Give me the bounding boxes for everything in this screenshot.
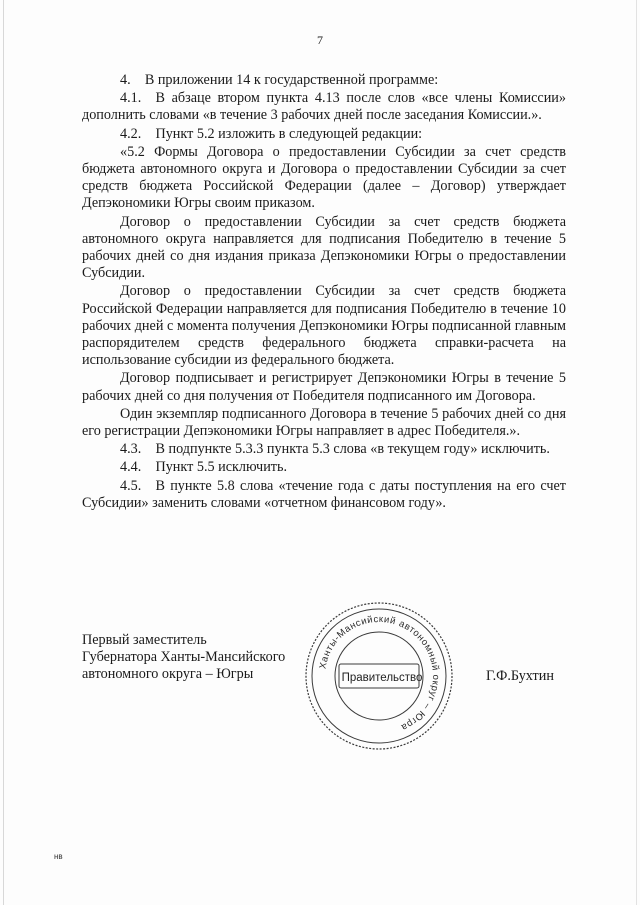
footer-code: нв xyxy=(54,852,63,861)
paragraph-4-1: 4.1. В абзаце втором пункта 4.13 после слов «все члены Комиссии» дополнить словами «в течение 3 рабочих дней после заседания Комиссии.». xyxy=(82,90,566,124)
signatory-position-line-2: Губернатора Ханты-Мансийского xyxy=(82,649,286,666)
scan-edge-left xyxy=(3,0,4,905)
paragraph-contract-district: Договор о предоставлении Субсидии за счет средств бюджета автономного округа направляется для подписания Победителю в течение 5 рабочих дней со дня издания приказа Депэкономики Югры о предоставлении Субсидии. xyxy=(82,213,566,282)
signatory-position xyxy=(82,632,332,684)
page-number: 7 xyxy=(317,33,323,47)
paragraph-4-2: 4.2. Пункт 5.2 изложить в следующей редакции: xyxy=(120,125,423,142)
seal-ring-text: Ханты-Мансийский автономный округ – Югра xyxy=(317,613,442,733)
signatory-position-line-3: автономного округа – Югры xyxy=(82,666,254,683)
document-body xyxy=(82,72,566,513)
paragraph-contract-copy: Один экземпляр подписанного Договора в течение 5 рабочих дней со дня его регистрации Депэкономики Югры направляет в адрес Победителя.». xyxy=(82,405,566,440)
paragraph-4-5: 4.5. В пункте 5.8 слова «течение года с даты поступления на его счет Субсидии» заменить словами «отчетном финансовом году». xyxy=(82,477,566,511)
seal-center-text: Правительство xyxy=(341,672,423,684)
scan-edge-right xyxy=(636,0,637,905)
paragraph-contract-signing: Договор подписывает и регистрирует Депэкономики Югры в течение 5 рабочих дней со дня получения от Победителя подписанного им Договора. xyxy=(82,370,566,404)
paragraph-4-4: 4.4. Пункт 5.5 исключить. xyxy=(120,459,288,476)
paragraph-4-3: 4.3. В подпункте 5.3.3 пункта 5.3 слова «в текущем году» исключить. xyxy=(120,441,550,458)
signatory-position-line-1: Первый заместитель xyxy=(82,632,207,648)
paragraph-4: 4. В приложении 14 к государственной программе: xyxy=(120,72,439,88)
paragraph-5-2-forms: «5.2 Формы Договора о предоставлении Субсидии за счет средств бюджета автономного округа и Договора о предоставлении Субсидии за счет средств бюджета Российской Федерации (далее – Договор) утверждает Депэкономики Югры своим приказом. xyxy=(82,143,566,212)
signatory-name: Г.Ф.Бухтин xyxy=(486,668,554,684)
paragraph-contract-federal: Договор о предоставлении Субсидии за счет средств бюджета Российской Федерации направляется для подписания Победителю в течение 10 рабочих дней с момента получения Депэкономики Югры подписанной главным распорядителем средств федерального бюджета справки-расчета на использование субсидии из федерального бюджета. xyxy=(82,283,566,369)
